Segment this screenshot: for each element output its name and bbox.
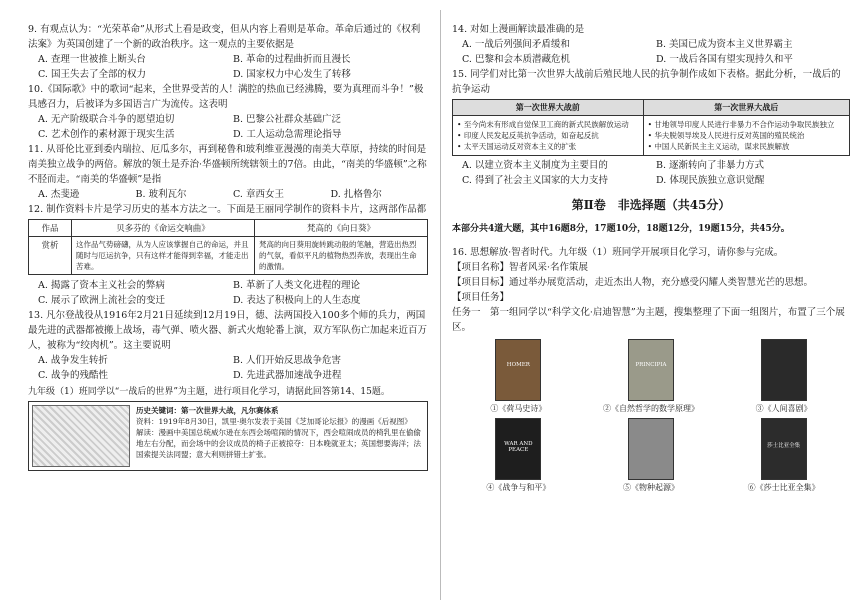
option-d[interactable]: D. 国家权力中心发生了转移: [233, 69, 351, 80]
option-b[interactable]: B. 玻利瓦尔: [135, 189, 187, 200]
ww1-comparison-table: [452, 99, 850, 156]
question-10-stem: 10.《国际歌》中的歌词“起来，全世界受苦的人！满腔的热血已经沸腾，要为真理而斗争！”极具感召力，后被译为多国语言广为流传。这表明: [28, 84, 424, 110]
question-12-stem: 12. 制作资料卡片是学习历史的基本方法之一。下面是王丽同学制作的资料卡片，这两部作品都: [28, 204, 427, 215]
material-line: 资料：1919年8月30日，凯里·奥尔发表于美国《芝加哥论坛报》的漫画《后视图》: [136, 417, 412, 426]
cartoon-material-box: [28, 401, 428, 471]
keywords-line: 历史关键词：第一次世界大战，凡尔赛体系: [136, 406, 279, 415]
question-13-stem: 13. 凡尔登战役从1916年2月21日延续到12月19日，德、法两国投入100多个师的兵力，两国最先进的武器都被搬上战场，毒气弹、喷火器、新式火炮轮番上演，双方军队伤亡加起来近百万人，被称为“绞肉机”。这主要说明: [28, 310, 428, 351]
after-item: • 华夫脱领导埃及人民进行反对英国的殖民统治: [647, 131, 805, 140]
section-2-note: 本部分共4道大题，其中16题8分，17题10分，18题12分，19题15分，共45分。: [452, 224, 790, 234]
work-van-gogh: 梵高的《向日葵》: [255, 220, 428, 237]
option-a[interactable]: A. 战争发生转折: [38, 355, 108, 366]
option-c[interactable]: C. 国王失去了全部的权力: [38, 69, 146, 80]
left-page: [28, 22, 428, 602]
question-13-options: [28, 353, 428, 383]
book-cover: PRINCIPIA: [628, 339, 674, 401]
book-item: [452, 339, 585, 414]
question-9-stem: 9. 有观点认为：“光荣革命”从形式上看是政变，但从内容上看则是革命。革命后通过的《权利法案》为英国创建了一个新的政治秩序。这一观点的主要依据是: [28, 24, 421, 50]
option-d[interactable]: D. 一战后各国有望实现持久和平: [656, 54, 793, 65]
question-14-stem: 14. 对如上漫画解读最准确的是: [452, 24, 585, 35]
after-item: • 甘地领导印度人民进行非暴力不合作运动争取民族独立: [647, 120, 835, 129]
book-caption: ①《荷马史诗》: [490, 404, 547, 413]
right-page: [452, 22, 850, 602]
option-c[interactable]: C. 章西女王: [233, 189, 284, 200]
cartoon-description: [130, 405, 424, 467]
project-intro: 九年级（1）班同学以“一战后的世界”为主题，进行项目化学习，请据此回答第14、15题。: [28, 387, 390, 397]
appreciation-beethoven: 这作品气势磅礴，从为人应该掌握自己的命运，并且随时与厄运抗争，只有这样才能得到幸福，才能走出苦难。: [72, 237, 255, 275]
after-item: • 中国人民新民主主义运动，谋求民族解放: [647, 142, 790, 151]
appreciation-van-gogh: 梵高的向日葵用旋转跳动般的笔触，营造出热烈的气氛，看似平凡的植物热烈奔放，表现出生命的激情。: [255, 237, 428, 275]
resource-card-table: [28, 219, 428, 275]
appreciation-label: 赏析: [29, 237, 72, 275]
project-name: 【项目名称】智者风采·名作策展: [452, 262, 589, 273]
cartoon-image: [32, 405, 130, 467]
before-item: • 至今尚未有形成自觉保卫工商的新式民族解放运动: [457, 120, 629, 129]
book-cover: [628, 418, 674, 480]
question-14-options: [452, 37, 850, 67]
option-b[interactable]: B. 美国已成为资本主义世界霸主: [656, 39, 793, 50]
question-16-stem: 16. 思想解放·智者时代。九年级（1）班同学开展项目化学习，请你参与完成。: [452, 247, 784, 258]
book-caption: ⑤《物种起源》: [622, 483, 679, 492]
option-a[interactable]: A. 杰斐逊: [38, 189, 80, 200]
option-c[interactable]: C. 艺术创作的素材源于现实生活: [38, 129, 175, 140]
option-a[interactable]: A. 无产阶级联合斗争的愿望迫切: [38, 114, 175, 125]
option-c[interactable]: C. 战争的残酷性: [38, 370, 108, 381]
option-c[interactable]: C. 巴黎和会本质潜藏危机: [462, 54, 570, 65]
option-d[interactable]: D. 先进武器加速战争进程: [233, 370, 342, 381]
option-c[interactable]: C. 得到了社会主义国家的大力支持: [462, 175, 608, 186]
book-item: [452, 418, 585, 493]
option-b[interactable]: B. 人们开始反思战争危害: [233, 355, 342, 366]
book-cover: 莎士比亚全集: [761, 418, 807, 480]
book-gallery: [452, 339, 850, 493]
option-b[interactable]: B. 逐渐转向了非暴力方式: [656, 160, 765, 171]
book-item: [585, 339, 718, 414]
question-11-stem: 11. 从哥伦比亚到委内瑞拉、厄瓜多尔，再到秘鲁和玻利维亚漫漫的南美大草原，持续的时间是南美独立战争的两倍。解放的领土是乔治·华盛顿所统辖领土的7倍。由此，“南美的华盛顿”之称不胫而走。“南美的华盛顿”是指: [28, 144, 427, 185]
option-d[interactable]: D. 表达了积极向上的人生态度: [233, 295, 361, 306]
book-item: [717, 339, 850, 414]
option-a[interactable]: A. 揭露了资本主义社会的弊病: [38, 280, 165, 291]
before-ww1-header: 第一次世界大战前: [453, 100, 644, 116]
book-cover: WAR AND PEACE: [495, 418, 541, 480]
before-item: • 太平天国运动反对资本主义的扩张: [457, 142, 577, 151]
after-ww1-cell: [643, 116, 849, 156]
book-item: [585, 418, 718, 493]
option-b[interactable]: B. 革命的过程曲折而且漫长: [233, 54, 351, 65]
option-d[interactable]: D. 体现民族独立意识觉醒: [656, 175, 765, 186]
option-a[interactable]: A. 一战后列强间矛盾缓和: [462, 39, 570, 50]
question-15-stem: 15. 同学们对比第一次世界大战前后殖民地人民的抗争制作成如下表格。据此分析，一战后的抗争运动: [452, 69, 841, 95]
book-caption: ②《自然哲学的数学原理》: [602, 404, 699, 413]
option-d[interactable]: D. 扎格鲁尔: [330, 189, 382, 200]
task-one: 任务一 第一组同学以“科学文化·启迪智慧”为主题，搜集整理了下面一组图片，布置了三个展区。: [452, 307, 845, 333]
question-11-options: [28, 187, 428, 202]
book-caption: ④《战争与和平》: [486, 483, 551, 492]
book-cover: [761, 339, 807, 401]
project-tasks-heading: 【项目任务】: [452, 292, 510, 303]
book-caption: ⑥《莎士比亚全集》: [747, 483, 820, 492]
option-b[interactable]: B. 巴黎公社群众基础广泛: [233, 114, 342, 125]
section-2-title: 第Ⅱ卷 非选择题（共45分）: [571, 198, 731, 212]
option-a[interactable]: A. 以建立资本主义制度为主要目的: [462, 160, 608, 171]
question-12-options: [28, 278, 428, 308]
before-ww1-cell: [453, 116, 644, 156]
interpretation-line: 解读：漫画中美国总统威尔逊在东西会场喧闹的情况下，西会喧闹成员的椅乳里在偷偷地左右分配，而会场中的会议成员的椅子正被掠夺：日本晚就亚太；英国想要海洋；法国索提关法同盟；意大利则拼错土扩张。: [136, 428, 421, 459]
option-a[interactable]: A. 查理一世被推上断头台: [38, 54, 146, 65]
option-b[interactable]: B. 革新了人类文化进程的理论: [233, 280, 361, 291]
after-ww1-header: 第一次世界大战后: [643, 100, 849, 116]
page-divider: [440, 10, 441, 600]
project-goal: 【项目目标】通过举办展览活动，走近杰出人物，充分感受闪耀人类智慧光芒的思想。: [452, 277, 814, 288]
book-cover: HOMER: [495, 339, 541, 401]
works-label: 作品: [29, 220, 72, 237]
question-9-options: [28, 52, 428, 82]
before-item: • 印度人民发起反英抗争活动，如奋起反抗: [457, 131, 599, 140]
question-10-options: [28, 112, 428, 142]
question-15-options: [452, 158, 850, 188]
book-caption: ③《人间喜剧》: [755, 404, 812, 413]
work-beethoven: 贝多芬的《命运交响曲》: [72, 220, 255, 237]
option-d[interactable]: D. 工人运动急需理论指导: [233, 129, 342, 140]
option-c[interactable]: C. 展示了欧洲上流社会的变迁: [38, 295, 165, 306]
book-item: [717, 418, 850, 493]
